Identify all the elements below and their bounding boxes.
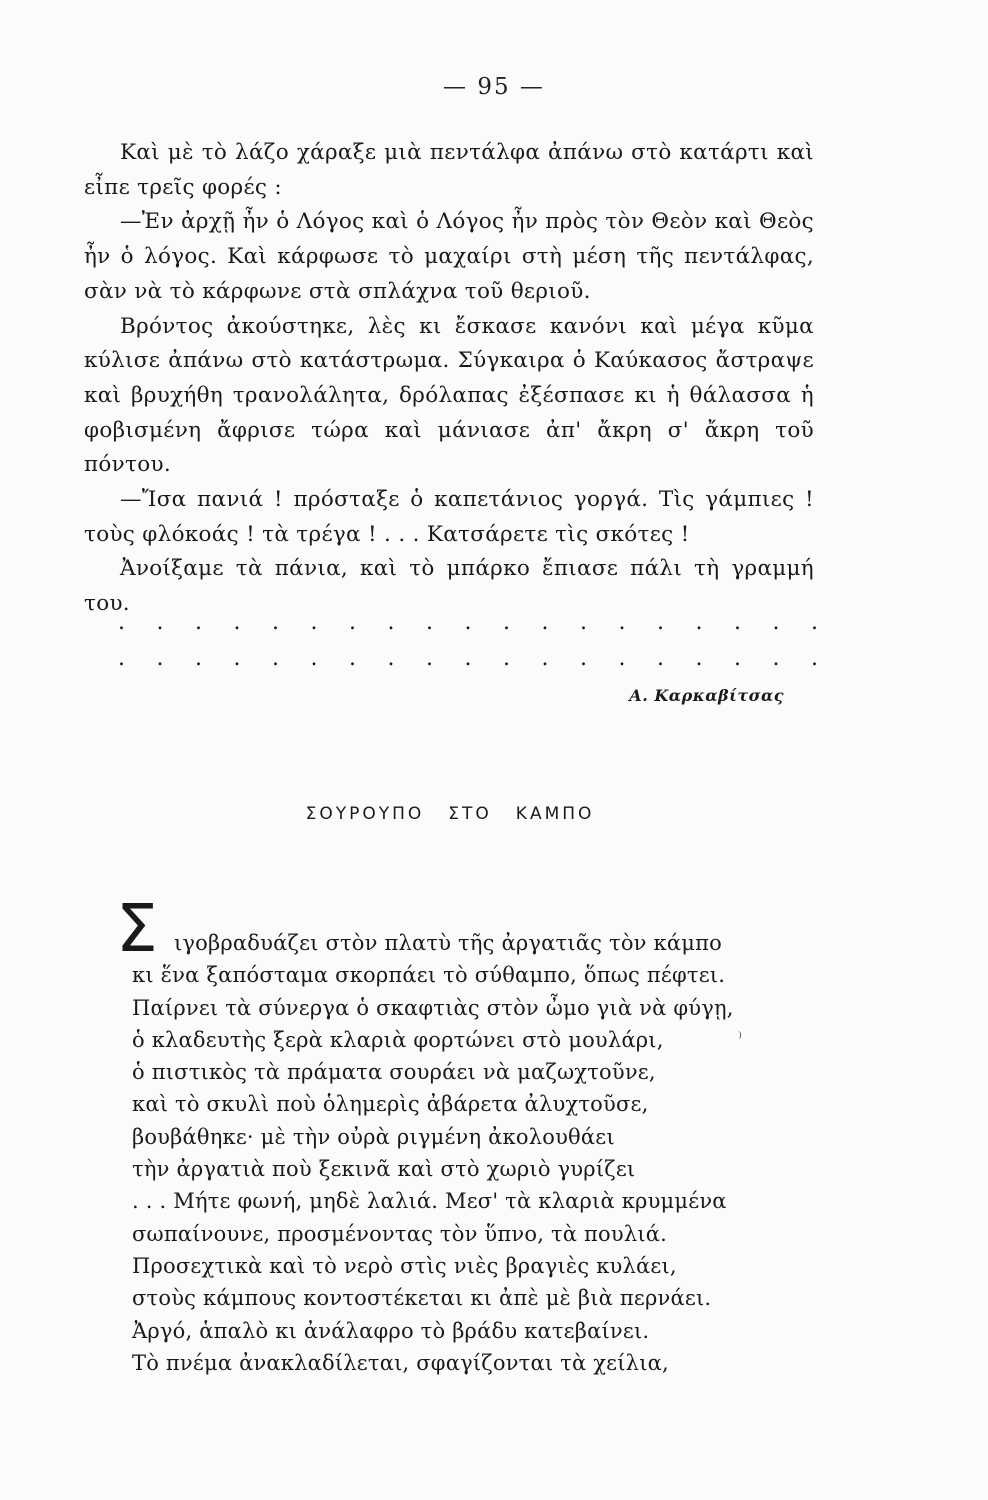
paragraph: Ἀνοίξαμε τὰ πάνια, καὶ τὸ μπάρκο ἔπιασε πάλι τὴ γραμμή του. bbox=[84, 556, 814, 617]
verse-line: βουβάθηκε· μὲ τὴν οὐρὰ ριγμένη ἀκολουθάει bbox=[132, 1124, 615, 1149]
verse-line: καὶ τὸ σκυλὶ ποὺ ὁλημερὶς ἀβάρετα ἀλυχτοῦσε, bbox=[132, 1092, 649, 1117]
ellipsis-row: . . . . . . . . . . . . . . . . . . . bbox=[118, 646, 818, 671]
prose-section bbox=[84, 136, 814, 622]
verse-line: Ἀργό, ἁπαλὸ κι ἀνάλαφρο τὸ βράδυ κατεβαίνει. bbox=[132, 1318, 650, 1343]
margin-mark: ⁾ bbox=[738, 1028, 742, 1047]
poem-body bbox=[132, 927, 792, 1379]
poem-title-word: ΣΟΥΡΟΥΠΟ bbox=[305, 804, 425, 824]
verse-line: Τὸ πνέμα ἀνακλαδίλεται, σφαγίζονται τὰ χείλια, bbox=[132, 1350, 669, 1375]
poem-title-word: ΚΑΜΠΟ bbox=[515, 804, 595, 824]
paragraph: Βρόντος ἀκούστηκε, λὲς κι ἔσκασε κανόνι καὶ μέγα κῦμα κύλισε ἀπάνω στὸ κατάστρωμα. Σύγκαιρα ὁ Καύκασος ἄστραψε καὶ βρυχήθη τρανολάλητα, δρόλαπας ἐξέσπασε κι ἡ θάλασσα ἡ φοβισμένη ἄφρισε τώρα καὶ μάνιασε ἀπ' ἄκρη σ' ἄκρη τοῦ πόντου. bbox=[84, 313, 814, 478]
verse-line: . . . Μήτε φωνή, μηδὲ λαλιά. Μεσ' τὰ κλαριὰ κρυμμένα bbox=[132, 1189, 727, 1214]
author-signature: Α. Καρκαβίτσας bbox=[629, 686, 784, 705]
verse-line: κι ἕνα ξαπόσταμα σκορπάει τὸ σύθαμπο, ὅπως πέφτει. bbox=[132, 963, 726, 988]
poem-title bbox=[0, 804, 900, 824]
paragraph: —Ἐν ἀρχῇ ἦν ὁ Λόγος καὶ ὁ Λόγος ἦν πρὸς τὸν Θεὸν καὶ Θεὸς ἦν ὁ λόγος. Καὶ κάρφωσε τὸ μαχαίρι στὴ μέση τῆς πεντάλφας, σὰν νὰ τὸ κάρφωνε στὰ σπλάχνα τοῦ θεριοῦ. bbox=[84, 209, 814, 304]
verse-line: ὁ κλαδευτὴς ξερὰ κλαριὰ φορτώνει στὸ μουλάρι, bbox=[132, 1027, 664, 1052]
drop-cap: Σ bbox=[116, 890, 158, 967]
paragraph: —Ἴσα πανιά ! πρόσταξε ὁ καπετάνιος γοργά. Τὶς γάμπιες ! τοὺς φλόκοάς ! τὰ τρέγα ! . . . Κατσάρετε τὶς σκότες ! bbox=[84, 487, 814, 547]
verse-line: Παίρνει τὰ σύνεργα ὁ σκαφτιὰς στὸν ὦμο γιὰ νὰ φύγῃ, bbox=[132, 995, 734, 1020]
ellipsis-row: . . . . . . . . . . . . . . . . . . . bbox=[118, 610, 818, 635]
verse-line: στοὺς κάμπους κοντοστέκεται κι ἀπὲ μὲ βιὰ περνάει. bbox=[132, 1286, 712, 1311]
verse-line: ὁ πιστικὸς τὰ πράματα σουράει νὰ μαζωχτοῦνε, bbox=[132, 1060, 656, 1085]
verse-line: τὴν ἀργατιὰ ποὺ ξεκινᾶ καὶ στὸ χωριὸ γυρίζει bbox=[132, 1157, 636, 1182]
poem-title-word: ΣΤΟ bbox=[448, 804, 492, 824]
verse-line: Προσεχτικὰ καὶ τὸ νερὸ στὶς νιὲς βραγιὲς κυλάει, bbox=[132, 1253, 677, 1278]
verse-line: σωπαίνουνε, προσμένοντας τὸν ὕπνο, τὰ πουλιά. bbox=[132, 1221, 668, 1246]
paragraph: Καὶ μὲ τὸ λάζο χάραξε μιὰ πεντάλφα ἀπάνω στὸ κατάρτι καὶ εἶπε τρεῖς φορές : bbox=[84, 140, 814, 200]
page-number: — 95 — bbox=[443, 74, 545, 100]
verse-line: ιγοβραδυάζει στὸν πλατὺ τῆς ἀργατιᾶς τὸν κάμπο bbox=[174, 931, 722, 955]
